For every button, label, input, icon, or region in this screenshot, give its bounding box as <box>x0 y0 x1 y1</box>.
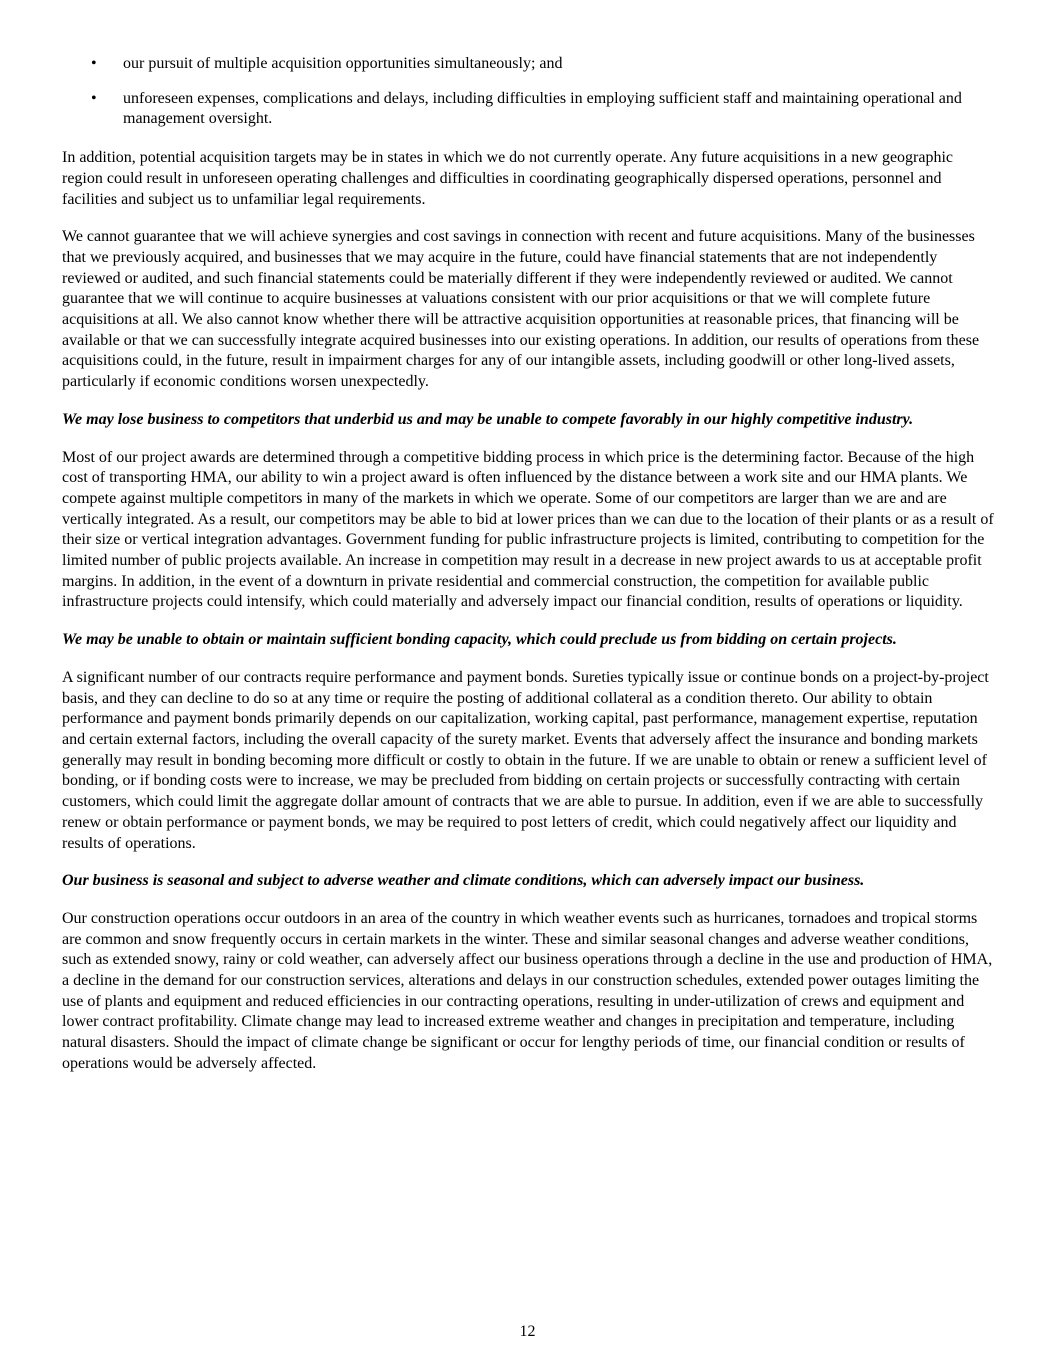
section-heading-competition: We may lose business to competitors that underbid us and may be unable to compete favorably in our highly competitive industry. <box>62 410 914 428</box>
section-body-competition: Most of our project awards are determined through a competitive bidding process in which price is the determining factor. Because of the high cost of transporting HMA, our ability to win a project award is often influenced by the distance between a work site and our HMA plants. We compete against multiple competitors in many of the markets in which we operate. Some of our competitors are larger than we are and are vertically integrated. As a result, our competitors may be able to bid at lower prices than we can due to the location of their plants or as a result of their size or vertical integration advantages. Government funding for public infrastructure projects is limited, contributing to competition for the limited number of public projects available. An increase in competition may result in a decrease in new project awards to us at acceptable profit margins. In addition, in the event of a downturn in private residential and commercial construction, the competition for available public infrastructure projects could intensify, which could materially and adversely impact our financial condition, results of operations or liquidity. <box>62 448 994 611</box>
section-heading-bonding: We may be unable to obtain or maintain sufficient bonding capacity, which could preclude us from bidding on certain projects. <box>62 631 897 649</box>
paragraph-new-regions: In addition, potential acquisition targets may be in states in which we do not currently operate. Any future acquisitions in a new geographic region could result in unforeseen operating challenges and difficulties in coordinating geographically dispersed operations, personnel and facilities and subject us to unfamiliar legal requirements. <box>62 149 954 208</box>
bullet-item <box>62 89 997 130</box>
document-page <box>62 54 997 1092</box>
paragraph-synergies: We cannot guarantee that we will achieve synergies and cost savings in connection with recent and future acquisitions. Many of the businesses that we previously acquired, and businesses that we may acquire in the future, could have financial statements that are not independently reviewed or audited, and such financial statements could be materially different if they were independently reviewed or audited. We cannot guarantee that we will continue to acquire businesses at valuations consistent with our prior acquisitions or that we will complete future acquisitions at all. We also cannot know whether there will be attractive acquisition opportunities at reasonable prices, that financing will be available or that we can successfully integrate acquired businesses into our existing operations. In addition, our results of operations from these acquisitions could, in the future, result in impairment charges for any of our intangible assets, including goodwill or other long-lived assets, particularly if economic conditions worsen unexpectedly. <box>62 228 980 391</box>
section-heading-seasonal: Our business is seasonal and subject to adverse weather and climate conditions, which can adversely impact our business. <box>62 872 865 890</box>
bullet-list <box>62 54 997 130</box>
section-body-bonding: A significant number of our contracts require performance and payment bonds. Sureties typically issue or continue bonds on a project-by-project basis, and they can decline to do so at any time or require the posting of additional collateral as a condition thereto. Our ability to obtain performance and payment bonds primarily depends on our capitalization, working capital, past performance, management expertise, reputation and certain external factors, including the overall capacity of the surety market. Events that adversely affect the insurance and bonding markets generally may result in bonding becoming more difficult or costly to obtain in the future. If we are unable to obtain or renew a sufficient level of bonding, or if bonding costs were to increase, we may be precluded from bidding on certain projects or successfully contracting with certain customers, which could limit the aggregate dollar amount of contracts that we are able to pursue. In addition, even if we are able to successfully renew or obtain performance or payment bonds, we may be required to post letters of credit, which could negatively affect our liquidity and results of operations. <box>62 668 989 852</box>
bullet-text: our pursuit of multiple acquisition opportunities simultaneously; and <box>123 55 563 72</box>
bullet-icon: • <box>91 55 97 72</box>
bullet-icon: • <box>91 89 97 107</box>
bullet-text: unforeseen expenses, complications and delays, including difficulties in employing sufficient staff and maintaining operational and management oversight. <box>123 89 962 128</box>
section-body-seasonal: Our construction operations occur outdoors in an area of the country in which weather events such as hurricanes, tornadoes and tropical storms are common and snow frequently occurs in certain markets in the winter. These and similar seasonal changes and adverse weather conditions, such as extended snowy, rainy or cold weather, can adversely affect our business operations through a decline in the use and production of HMA, a decline in the demand for our construction services, alterations and delays in our construction schedules, extended power outages limiting the use of plants and equipment and reduced efficiencies in our contracting operations, resulting in under-utilization of crews and equipment and lower contract profitability. Climate change may lead to increased extreme weather and changes in precipitation and temperature, including natural disasters. Should the impact of climate change be significant or occur for lengthy periods of time, our financial condition or results of operations would be adversely affected. <box>62 909 993 1072</box>
bullet-item <box>62 54 997 75</box>
page-number: 12 <box>519 1323 536 1340</box>
